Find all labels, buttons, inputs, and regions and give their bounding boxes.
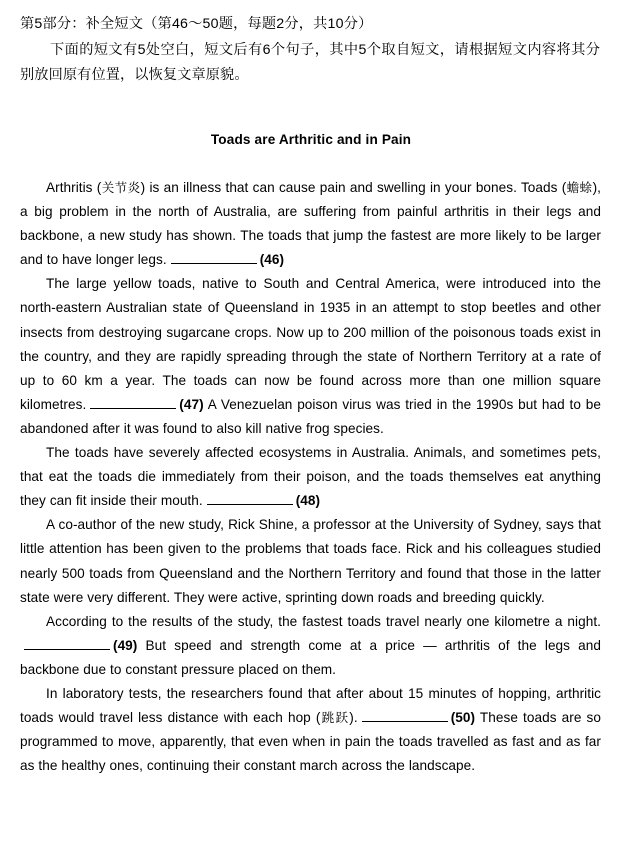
paragraph-1 bbox=[20, 176, 602, 272]
paragraph-text: But speed and strength come at a price — arthritis of the legs and backbone due to constant pressure placed on them. bbox=[20, 637, 601, 677]
article-body bbox=[20, 176, 602, 778]
answer-blank[interactable] bbox=[207, 492, 293, 505]
paragraph-text: The large yellow toads, native to South and Central America, were introduced into the north-eastern Australian state of Queensland in 1935 in an attempt to stop beetles and other insects from destroying sugarcane crops. Now up to 200 million of the poisonous toads exist in the country, and they are rapidly spreading through the state of Northern Territory at a rate of up to 60 km a year. The toads can now be found across more than one million square kilometres. bbox=[20, 276, 601, 412]
paragraph-3 bbox=[20, 441, 602, 513]
paragraph-text: A Venezuelan poison virus was tried in the 1990s but had to be abandoned after it was found to also kill native frog species. bbox=[20, 396, 601, 436]
paragraph-text: The toads have severely affected ecosystems in Australia. Animals, and sometimes pets, that eat the toads die immediately from their poison, and the toads themselves eat anything they can fit inside their mouth. bbox=[20, 445, 601, 509]
paragraph-6 bbox=[20, 682, 602, 778]
paragraph-4 bbox=[20, 513, 602, 609]
answer-blank[interactable] bbox=[90, 396, 176, 409]
chinese-gloss: 关节炎 bbox=[101, 180, 141, 195]
paragraph-text: According to the results of the study, the fastest toads travel nearly one kilometre a night. bbox=[46, 613, 601, 629]
paragraph-text: In laboratory tests, the researchers found that after about 15 minutes of hopping, arthritic toads would travel less distance with each hop ( bbox=[20, 685, 601, 726]
paragraph-5 bbox=[20, 610, 602, 682]
question-number: (46) bbox=[259, 252, 285, 268]
question-number: (47) bbox=[179, 396, 204, 412]
answer-blank[interactable] bbox=[171, 251, 257, 264]
section-instructions: 下面的短文有5处空白，短文后有6个句子，其中5个取自短文，请根据短文内容将其分别放回原有位置，以恢复文章原貌。 bbox=[20, 42, 600, 83]
paragraph-text: A co-author of the new study, Rick Shine, a professor at the University of Sydney, says that little attention has been given to the problems that toads face. Rick and his colleagues studied nearly 500 toads from Queensland and the Northern Territory and found that those in the latter state were very different. They were active, sprinting down roads and breeding quickly. bbox=[20, 517, 601, 605]
paragraph-text: ), a big problem in the north of Australia, are suffering from painful arthritis in their legs and backbone, a new study has shown. The toads that jump the fastest are more likely to be larger and to have longer legs. bbox=[20, 180, 601, 268]
question-number: (49) bbox=[113, 637, 138, 653]
article-title: Toads are Arthritic and in Pain bbox=[210, 132, 412, 147]
section-heading: 第5部分：补全短文（第46～50题，每题2分，共10分） bbox=[20, 16, 373, 32]
answer-blank[interactable] bbox=[24, 637, 110, 650]
paragraph-2 bbox=[20, 272, 602, 441]
paragraph-text: ) is an illness that can cause pain and swelling in your bones. Toads ( bbox=[140, 180, 567, 195]
paragraph-text: ). bbox=[349, 710, 358, 726]
paragraph-text: These toads are so programmed to move, apparently, that even when in pain the toads travelled as fast and as far as the healthy ones, continuing their constant march across the landscape. bbox=[20, 710, 601, 774]
chinese-gloss: 蟾蜍 bbox=[566, 180, 593, 195]
answer-blank[interactable] bbox=[362, 709, 448, 722]
question-number: (48) bbox=[295, 493, 321, 509]
paragraph-text: Arthritis ( bbox=[46, 180, 102, 195]
question-number: (50) bbox=[450, 710, 476, 726]
chinese-gloss: 跳跃 bbox=[320, 710, 350, 726]
